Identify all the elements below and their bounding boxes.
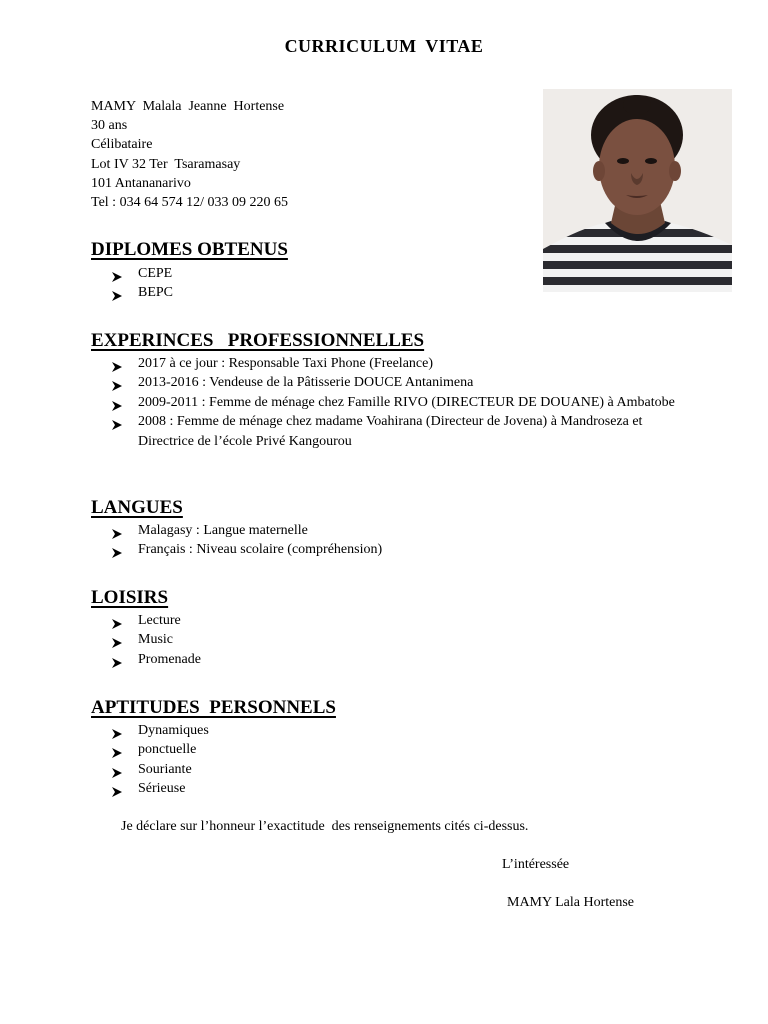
document-title: CURRICULUM VITAE [284, 36, 484, 56]
section-title-aptitudes: APTITUDES PERSONNELS [91, 697, 336, 718]
arrowhead-bullet-icon [112, 398, 122, 408]
arrowhead-bullet-icon [112, 784, 122, 794]
list-item-text: 2013-2016 : Vendeuse de la Pâtisserie DOUCE Antanimena [138, 375, 474, 391]
list-item [112, 611, 682, 630]
city-line: 101 Antananarivo [91, 175, 191, 191]
portrait-photo [543, 89, 732, 292]
list-item [112, 760, 682, 779]
list-item [112, 721, 682, 740]
arrowhead-bullet-icon [112, 655, 122, 665]
arrowhead-bullet-icon [112, 269, 122, 279]
list-item-text: 2009-2011 : Femme de ménage chez Famille RIVO (DIRECTEUR DE DOUANE) à Ambatobe [138, 394, 675, 410]
section-title-experiences: EXPERINCES PROFESSIONNELLES [91, 330, 425, 351]
phone-line: Tel : 034 64 574 12/ 033 09 220 65 [91, 195, 288, 211]
list-item-text: Français : Niveau scolaire (compréhension) [138, 542, 383, 558]
list-item [112, 412, 682, 451]
arrowhead-bullet-icon [112, 359, 122, 369]
marital-status: Célibataire [91, 137, 153, 153]
list-item-text: Souriante [138, 761, 192, 777]
list-item [112, 521, 682, 540]
arrowhead-bullet-icon [112, 417, 122, 427]
list-item [112, 540, 682, 559]
list-item [112, 354, 682, 373]
arrowhead-bullet-icon [112, 616, 122, 626]
list-item-text: Lecture [138, 613, 181, 628]
section-title-loisirs: LOISIRS [91, 587, 169, 608]
diplomes-list [112, 264, 682, 303]
list-item-text: Sérieuse [138, 781, 186, 797]
section-title-diplomes: DIPLOMES OBTENUS [91, 239, 288, 260]
list-item-text: Malagasy : Langue maternelle [138, 523, 308, 538]
list-item-text: Dynamiques [138, 723, 209, 738]
loisirs-list [112, 611, 682, 669]
list-item-text: 2008 : Femme de ménage chez madame Voahirana (Directeur de Jovena) à Mandroseza et Directrice de l’école Privé Kangourou [138, 414, 643, 449]
full-name: MAMY Malala Jeanne Hortense [91, 99, 285, 114]
langues-list [112, 521, 682, 560]
section-title-langues: LANGUES [91, 497, 183, 518]
arrowhead-bullet-icon [112, 545, 122, 555]
identity-block [91, 97, 288, 212]
list-item-text: Music [138, 632, 173, 648]
arrowhead-bullet-icon [112, 745, 122, 755]
arrowhead-bullet-icon [112, 526, 122, 536]
signature-label: L’intéressée [502, 857, 570, 872]
arrowhead-bullet-icon [112, 635, 122, 645]
list-item-text: BEPC [138, 285, 174, 301]
list-item [112, 740, 682, 759]
experiences-list [112, 354, 682, 451]
arrowhead-bullet-icon [112, 288, 122, 298]
list-item-text: Promenade [138, 651, 201, 667]
list-item [112, 630, 682, 649]
aptitudes-list [112, 721, 682, 799]
list-item-text: CEPE [138, 266, 173, 281]
arrowhead-bullet-icon [112, 378, 122, 388]
list-item-text: 2017 à ce jour : Responsable Taxi Phone (Freelance) [138, 356, 434, 371]
list-item [112, 779, 682, 798]
list-item [112, 264, 682, 283]
list-item-text: ponctuelle [138, 742, 197, 758]
age: 30 ans [91, 118, 128, 134]
list-item [112, 283, 682, 302]
list-item [112, 393, 682, 412]
arrowhead-bullet-icon [112, 726, 122, 736]
arrowhead-bullet-icon [112, 765, 122, 775]
list-item [112, 650, 682, 669]
signature-name: MAMY Lala Hortense [507, 895, 635, 910]
list-item [112, 373, 682, 392]
declaration-text: Je déclare sur l’honneur l’exactitude des renseignements cités ci-dessus. [121, 819, 529, 834]
address-line: Lot IV 32 Ter Tsaramasay [91, 156, 241, 172]
